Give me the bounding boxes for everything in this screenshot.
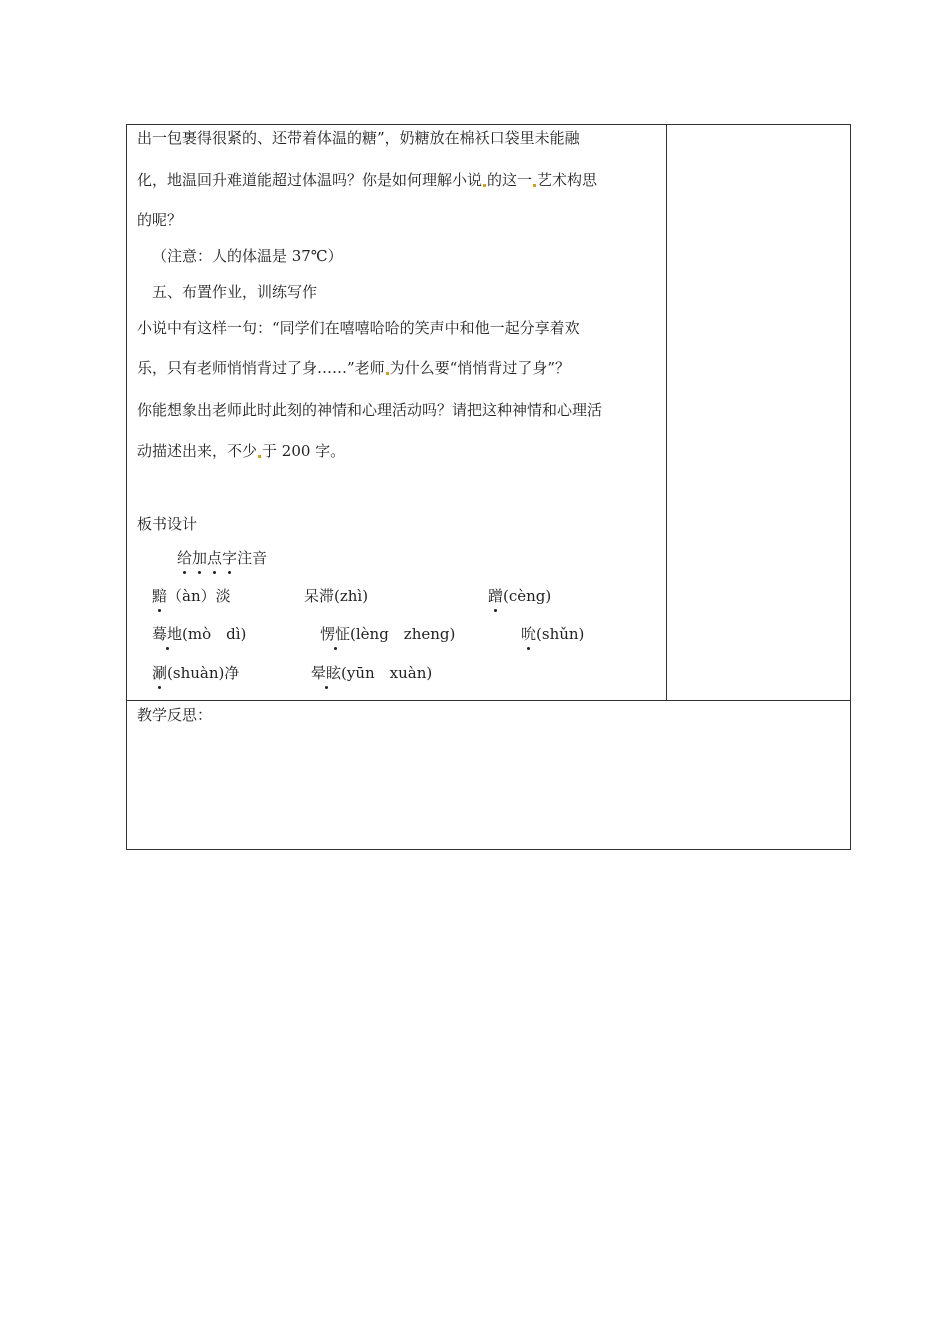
paragraph-line: 化，地温回升难道能超过体温吗？你是如何理解小说 的这一 艺术构思 [137,171,598,189]
homework-line: 小说中有这样一句：“同学们在嘻嘻哈哈的笑声中和他一起分享着欢 [137,319,580,337]
paragraph-line: 出一包裹得很紧的、还带着体温的糖”，奶糖放在棉袄口袋里未能融 [137,129,580,147]
reflection-label: 教学反思： [137,706,213,724]
pinyin-item: 黯（àn）淡 [152,587,231,605]
note-line: （注意：人的体温是 37℃） [152,247,343,265]
highlight-dot [483,184,486,187]
homework-line: 乐，只有老师悄悄背过了身……”老师 为什么要“悄悄背过了身”？ [137,359,571,377]
pinyin-item: 吮(shǔn) [521,625,585,643]
board-subtitle: 给加点字注音 [177,549,268,567]
highlight-dot [533,184,536,187]
homework-line: 动描述出来，不少 于 200 字。 [137,442,346,460]
paragraph-line: 的呢？ [137,211,183,229]
pinyin-item: 蹭(cèng) [488,587,552,605]
homework-line: 你能想象出老师此时此刻的神情和心理活动吗？请把这种神情和心理活 [137,401,603,419]
pinyin-item: 愣怔(lèng zheng) [320,625,456,643]
board-design-title: 板书设计 [137,515,198,533]
pinyin-item: 蓦地(mò dì) [152,625,247,643]
highlight-dot [258,455,261,458]
teaching-reflection-cell [126,700,851,850]
section-heading: 五、布置作业，训练写作 [152,283,318,301]
pinyin-item: 呆滞(zhì) [304,587,369,605]
pinyin-item: 涮(shuàn)净 [152,664,240,682]
highlight-dot [386,372,389,375]
notes-side-cell [666,124,851,701]
pinyin-item: 晕眩(yūn xuàn) [311,664,433,682]
